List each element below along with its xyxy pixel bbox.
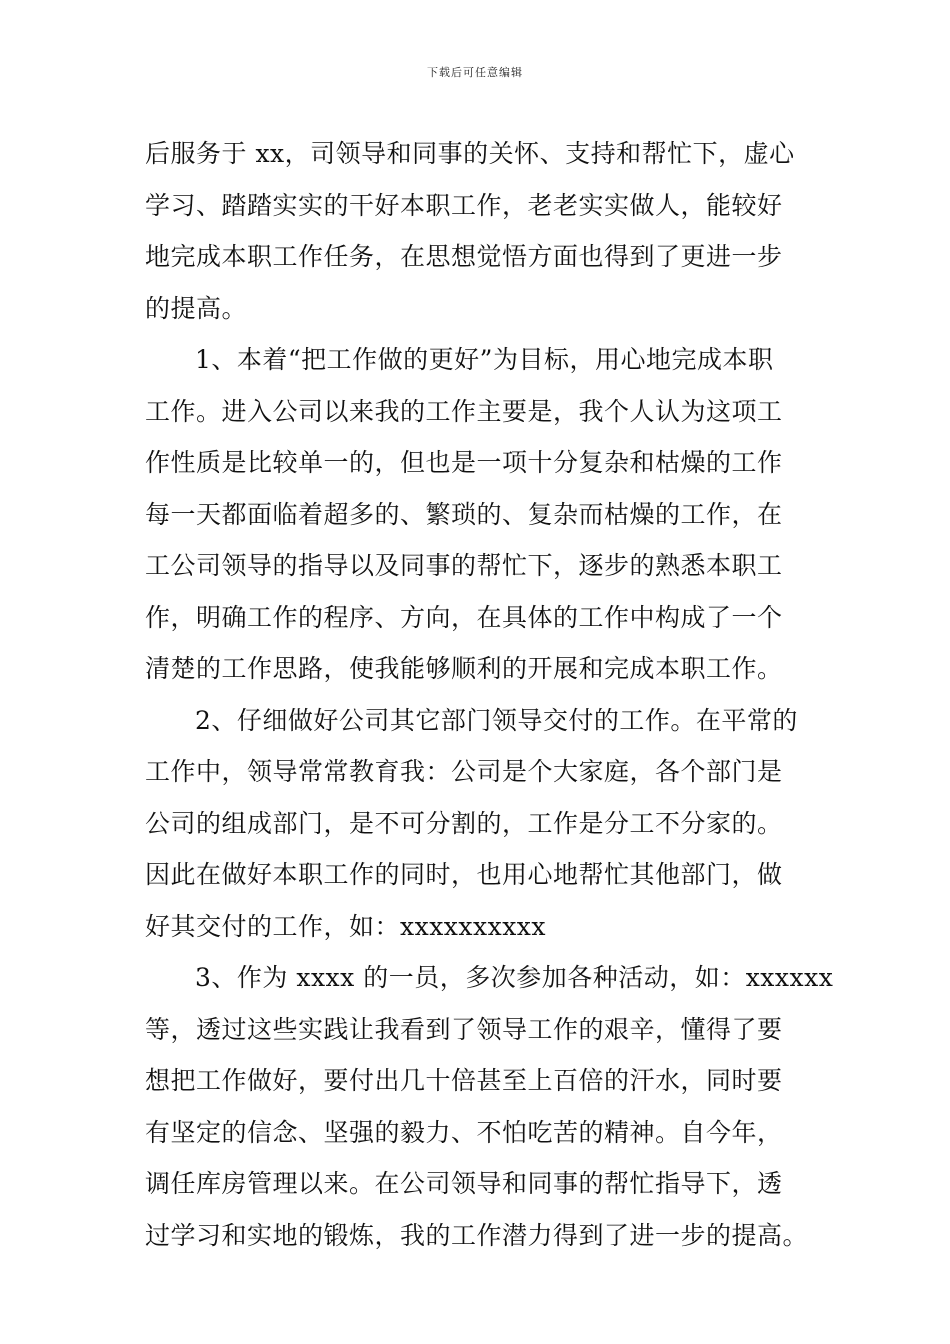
text-line: 后服务于 xx，司领导和同事的关怀、支持和帮忙下，虚心 bbox=[145, 139, 795, 168]
text-line: 作，明确工作的程序、方向，在具体的工作中构成了一个 bbox=[145, 602, 783, 632]
text-line: 想把工作做好，要付出几十倍甚至上百倍的汗水，同时要 bbox=[145, 1066, 783, 1095]
text-line: 每一天都面临着超多的、繁琐的、复杂而枯燥的工作，在 bbox=[145, 499, 783, 529]
page-header-note: 下载后可任意编辑 bbox=[427, 66, 523, 79]
document-body bbox=[145, 128, 834, 1261]
text-line: 作性质是比较单一的，但也是一项十分复杂和枯燥的工作 bbox=[145, 448, 783, 477]
text-line: 公司的组成部门，是不可分割的，工作是分工不分家的。 bbox=[145, 808, 783, 838]
text-line: 工作中，领导常常教育我：公司是个大家庭，各个部门是 bbox=[145, 757, 783, 786]
text-line: 地完成本职工作任务，在思想觉悟方面也得到了更进一步 bbox=[145, 242, 783, 271]
text-line: 等，透过这些实践让我看到了领导工作的艰辛，懂得了要 bbox=[145, 1014, 783, 1044]
text-line: 工作。进入公司以来我的工作主要是，我个人认为这项工 bbox=[145, 396, 783, 426]
text-line: 好其交付的工作，如：xxxxxxxxxx bbox=[145, 911, 546, 941]
text-line: 学习、踏踏实实的干好本职工作，老老实实做人，能较好 bbox=[145, 190, 783, 220]
paragraph-start-2: 2、仔细做好公司其它部门领导交付的工作。在平常的 bbox=[195, 705, 798, 735]
paragraph-start-1: 1、本着“把工作做的更好”为目标，用心地完成本职 bbox=[195, 345, 774, 374]
text-line: 工公司领导的指导以及同事的帮忙下，逐步的熟悉本职工 bbox=[145, 551, 783, 580]
text-line: 的提高。 bbox=[145, 293, 248, 323]
paragraph-start-3: 3、作为 xxxx 的一员，多次参加各种活动，如：xxxxxx bbox=[195, 963, 834, 992]
text-line: 过学习和实地的锻炼，我的工作潜力得到了进一步的提高。 bbox=[145, 1220, 809, 1250]
text-line: 因此在做好本职工作的同时，也用心地帮忙其他部门，做 bbox=[145, 860, 783, 889]
text-line: 调任库房管理以来。在公司领导和同事的帮忙指导下，透 bbox=[145, 1169, 783, 1198]
text-line: 有坚定的信念、坚强的毅力、不怕吃苦的精神。自今年， bbox=[145, 1117, 783, 1147]
text-line: 清楚的工作思路，使我能够顺利的开展和完成本职工作。 bbox=[145, 654, 783, 683]
